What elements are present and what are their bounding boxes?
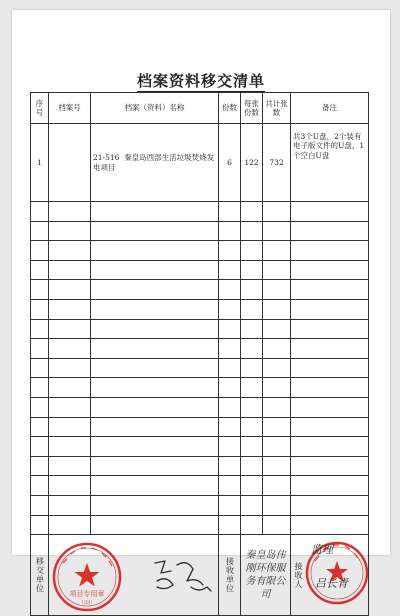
- table-row-empty: [31, 417, 369, 437]
- header-seq: 序号: [31, 93, 49, 124]
- transfer-stamp: [51, 541, 123, 613]
- table-row-empty: [31, 397, 369, 417]
- receive-label: 接收单位: [225, 557, 235, 594]
- document-sheet: [12, 10, 390, 607]
- cell-pages-each: 122: [241, 124, 263, 202]
- header-pages-each: 每张份数: [241, 93, 263, 124]
- header-name: 档案（资料）名称: [91, 93, 219, 124]
- signature-row: [31, 535, 369, 616]
- transfer-stamp-text: 项目专用章: [69, 590, 105, 599]
- receive-unit-handwriting: 秦皇岛伟刚环保服务有限公司: [245, 550, 286, 601]
- cell-name-code: 21-516: [93, 153, 120, 163]
- receiver-sign-label: 接收人: [294, 561, 303, 589]
- cell-doc-no: [49, 124, 91, 202]
- table-row-empty: [31, 319, 369, 339]
- cell-total: 732: [263, 124, 291, 202]
- table-row-empty: [31, 358, 369, 378]
- table-row: [31, 124, 369, 202]
- table-row-empty: [31, 221, 369, 241]
- table-row-empty: [31, 515, 369, 535]
- document-title: 档案资料移交清单: [136, 72, 265, 90]
- receiver-handwriting-1: 监理: [311, 543, 333, 557]
- table-row-empty: [31, 495, 369, 515]
- table-row-empty: [31, 280, 369, 300]
- cell-seq: 1: [31, 124, 49, 202]
- receive-label-cell: [219, 535, 241, 616]
- transfer-sign-cell: [49, 535, 219, 616]
- table-row-empty: [31, 299, 369, 319]
- table-row-empty: [31, 378, 369, 398]
- header-total: 共计张数: [263, 93, 291, 124]
- table-header-row: [31, 93, 369, 124]
- table-row-empty: [31, 339, 369, 359]
- receiver-handwriting-2: 吕长青: [315, 577, 348, 591]
- cell-name-text: 秦皇岛西部生活垃圾焚烧发电项目: [93, 153, 215, 172]
- header-copies: 份数: [219, 93, 241, 124]
- header-doc-no: 档案号: [49, 93, 91, 124]
- table-row-empty: [31, 437, 369, 457]
- table-row-empty: [31, 241, 369, 261]
- table-row-empty: [31, 260, 369, 280]
- transfer-signature: [147, 551, 217, 601]
- cell-name: [91, 124, 219, 202]
- cell-remark: 共3个U盘，2个装有电子版文件的U盘，1个空白U盘: [291, 124, 369, 202]
- transfer-table: [30, 92, 369, 616]
- table-row-empty: [31, 202, 369, 222]
- transfer-label-cell: [31, 535, 49, 616]
- transfer-stamp-code: （33）: [78, 600, 96, 607]
- table-row-empty: [31, 456, 369, 476]
- receive-unit-cell: [241, 535, 291, 616]
- cell-copies: 6: [219, 124, 241, 202]
- transfer-label: 移交单位: [35, 557, 45, 594]
- header-remark: 备注: [291, 93, 369, 124]
- receiver-sign-cell: [291, 535, 369, 616]
- table-row-empty: [31, 476, 369, 496]
